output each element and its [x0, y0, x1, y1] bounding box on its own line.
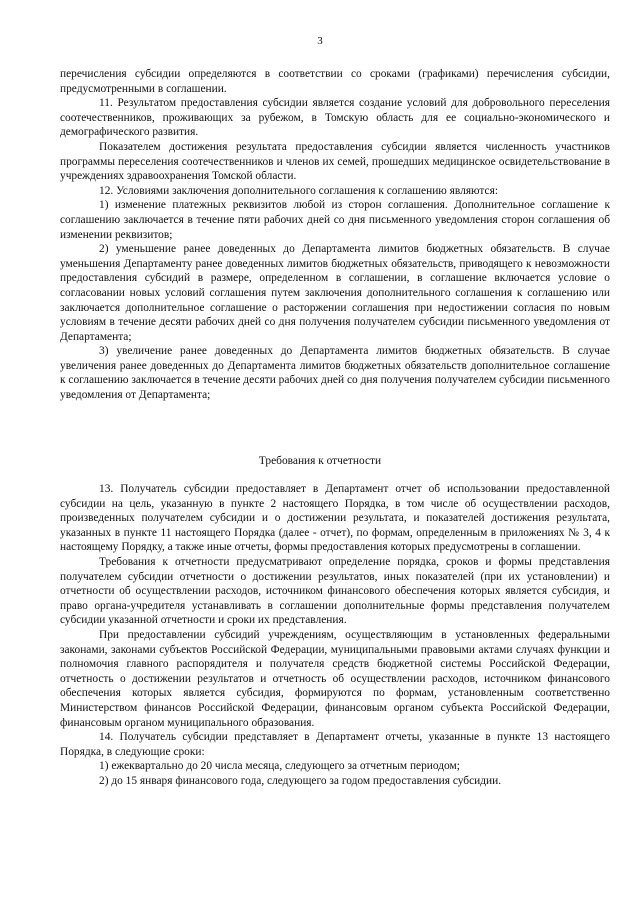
paragraph-11-result: 11. Результатом предоставления субсидии является создание условий для добровольного переселения соотечественников, проживающих за рубежом, в Томскую область для ее социально-экономического и демографического развития.	[60, 97, 610, 139]
page-number: 3	[317, 35, 323, 47]
paragraph-payment-terms: перечисления субсидии определяются в соответствии со сроками (графиками) перечисления субсидии, предусмотренными в соглашении.	[60, 68, 610, 95]
paragraph-result-indicator: Показателем достижения результата предоставления субсидии является численность участников программы переселения соотечественников и членов их семей, прошедших медицинское освидетельствование в учреждениях здравоохранения Томской области.	[60, 140, 610, 183]
paragraph-13-report: 13. Получатель субсидии предоставляет в Департамент отчет об использовании предоставленной субсидии на цель, указанную в пункте 2 настоящего Порядка, в том числе об осуществлении расходов, произведенных получателем субсидии и о достижении результата, и показателей достижения результата, указанных в пункте 11 настоящего Порядка (далее - отчет), по формам, определенным в приложениях № 3, 4 к настоящему Порядку, а также иные отчеты, формы предоставления которых предусмотрены в соглашении.	[60, 483, 610, 554]
paragraph-12-item-2: 2) уменьшение ранее доведенных до Департамента лимитов бюджетных обязательств. В случае уменьшения Департаменту ранее доведенных лимитов бюджетных обязательств, приводящего к невозможности предоставления субсидий в размере, определенном в соглашении, в соглашение включается условие о согласовании новых условий соглашения путем заключения дополнительного соглашения к соглашению или заключается дополнительное соглашение о расторжении соглашения при недостижении согласия по новым условиям в течение десяти рабочих дней со дня получения получателем субсидии письменного уведомления от Департамента;	[60, 243, 610, 343]
paragraph-12-item-3: 3) увеличение ранее доведенных до Департамента лимитов бюджетных обязательств. В случае увеличения ранее доведенных до Департамента лимитов бюджетных обязательств дополнительное соглашение к соглашению заключается в течение десяти рабочих дней со дня получения получателем субсидии письменного уведомления от Департамента;	[60, 345, 610, 402]
section-reporting	[60, 482, 610, 788]
section-heading: Требования к отчетности	[258, 455, 382, 467]
paragraph-14-item-2: 2) до 15 января финансового года, следующего за годом предоставления субсидии.	[99, 774, 502, 787]
section-conditions	[60, 67, 610, 403]
paragraph-institutions-reporting: При предоставлении субсидий учреждениям, осуществляющим в установленных федеральными законами, законами субъектов Российской Федерации, муниципальными правовыми актами случаях функции и полномочия главного распорядителя и получателя средств бюджетной системы Российской Федерации, отчетность о достижении результатов и отчетность об осуществлении расходов, источником финансового обеспечения которых является субсидия, формируются по формам, установленным соответственно Министерством финансов Российской Федерации, финансовым органом субъекта Российской Федерации, финансовым органом муниципального образования.	[60, 628, 610, 729]
paragraph-14-deadlines: 14. Получатель субсидии представляет в Департамент отчеты, указанные в пункте 13 настоящего Порядка, в следующие сроки:	[60, 731, 610, 758]
paragraph-12-conditions: 12. Условиями заключения дополнительного соглашения к соглашению являются:	[99, 184, 498, 197]
paragraph-reporting-requirements: Требования к отчетности предусматривают определение порядка, сроков и формы представления получателем субсидии отчетности о достижении результатов, иных показателей (при их установлении) и отчетности об осуществлении расходов, источником финансового обеспечения которых является субсидия, и право органа-учредителя устанавливать в соглашении дополнительные формы представления получателем субсидии указанной отчетности и сроки их представления.	[60, 555, 610, 627]
paragraph-14-item-1: 1) ежеквартально до 20 числа месяца, следующего за отчетным периодом;	[99, 760, 460, 773]
paragraph-12-item-1: 1) изменение платежных реквизитов любой из сторон соглашения. Дополнительное соглашение к соглашению заключается в течение пяти рабочих дней со дня письменного уведомления сторон соглашения об изменении реквизитов;	[60, 199, 610, 241]
